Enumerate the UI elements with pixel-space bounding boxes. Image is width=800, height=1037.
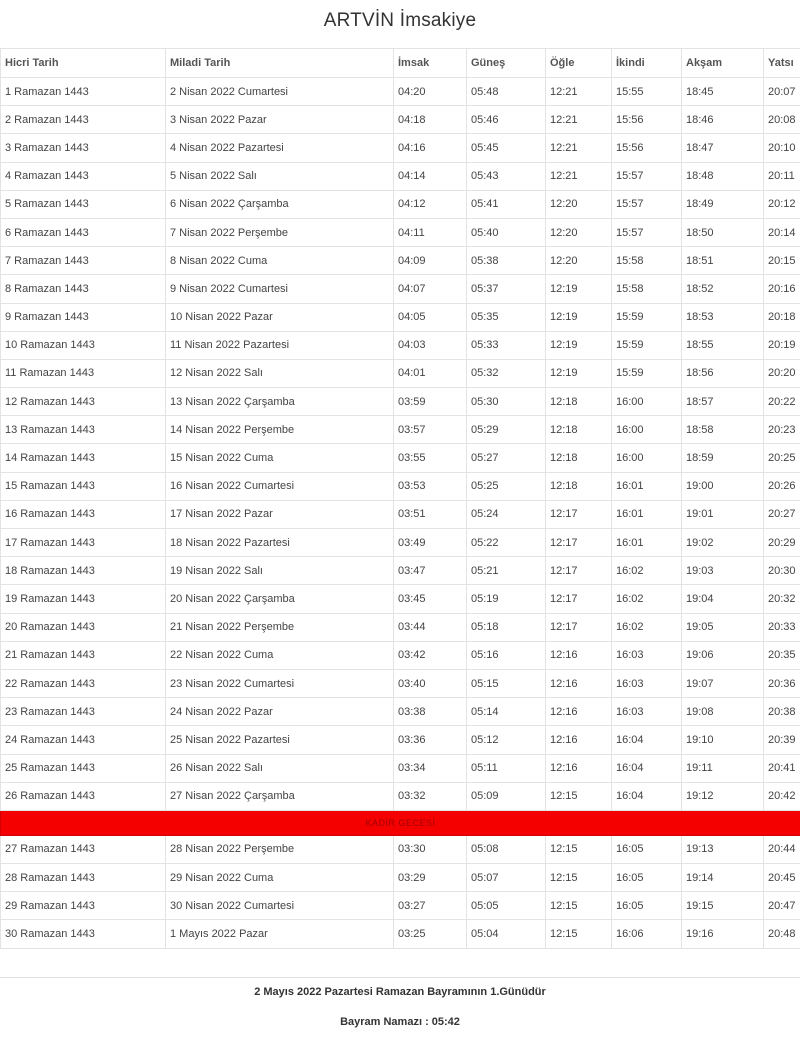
cell-imsak: 04:12 [394,190,467,218]
cell-ikindi: 16:02 [612,613,682,641]
cell-imsak: 03:27 [394,892,467,920]
cell-gunes: 05:05 [467,892,546,920]
cell-yatsi: 20:20 [764,359,800,387]
kadir-gecesi-row [1,810,800,835]
cell-ogle: 12:19 [546,303,612,331]
cell-aksam: 18:59 [682,444,764,472]
cell-ikindi: 15:59 [612,303,682,331]
cell-ikindi: 15:58 [612,247,682,275]
bayram-note: 2 Mayıs 2022 Pazartesi Ramazan Bayramının 1.Günüdür [254,986,546,998]
column-header-hicri-tarih: Hicri Tarih [1,49,166,78]
cell-imsak: 03:51 [394,500,467,528]
table-row [1,529,800,557]
cell-aksam: 19:15 [682,892,764,920]
cell-aksam: 19:16 [682,920,764,948]
cell-ikindi: 15:59 [612,359,682,387]
cell-aksam: 19:01 [682,500,764,528]
cell-gunes: 05:24 [467,500,546,528]
cell-imsak: 04:18 [394,106,467,134]
cell-hicri-tarih: 4 Ramazan 1443 [1,162,166,190]
cell-gunes: 05:37 [467,275,546,303]
cell-ikindi: 16:05 [612,892,682,920]
cell-aksam: 19:11 [682,754,764,782]
cell-miladi-tarih: 8 Nisan 2022 Cuma [166,247,394,275]
cell-ikindi: 16:06 [612,920,682,948]
cell-ogle: 12:17 [546,557,612,585]
cell-yatsi: 20:15 [764,247,800,275]
cell-miladi-tarih: 23 Nisan 2022 Cumartesi [166,669,394,697]
cell-gunes: 05:22 [467,529,546,557]
cell-imsak: 03:29 [394,864,467,892]
cell-imsak: 03:32 [394,782,467,810]
cell-ogle: 12:20 [546,218,612,246]
cell-ogle: 12:18 [546,416,612,444]
cell-gunes: 05:21 [467,557,546,585]
cell-yatsi: 20:25 [764,444,800,472]
cell-yatsi: 20:47 [764,892,800,920]
cell-ikindi: 16:02 [612,585,682,613]
cell-ogle: 12:17 [546,585,612,613]
cell-aksam: 19:00 [682,472,764,500]
table-row [1,444,800,472]
cell-hicri-tarih: 10 Ramazan 1443 [1,331,166,359]
cell-aksam: 18:52 [682,275,764,303]
column-header-gunes: Güneş [467,49,546,78]
cell-hicri-tarih: 25 Ramazan 1443 [1,754,166,782]
table-body [1,78,800,949]
cell-hicri-tarih: 22 Ramazan 1443 [1,669,166,697]
cell-ikindi: 16:01 [612,500,682,528]
cell-gunes: 05:14 [467,698,546,726]
cell-ikindi: 16:00 [612,388,682,416]
cell-gunes: 05:18 [467,613,546,641]
cell-gunes: 05:40 [467,218,546,246]
cell-ikindi: 15:57 [612,190,682,218]
cell-imsak: 03:34 [394,754,467,782]
cell-ikindi: 16:01 [612,472,682,500]
table-row [1,500,800,528]
cell-ogle: 12:16 [546,726,612,754]
cell-yatsi: 20:32 [764,585,800,613]
table-row [1,669,800,697]
cell-ikindi: 16:04 [612,782,682,810]
cell-aksam: 18:51 [682,247,764,275]
cell-gunes: 05:29 [467,416,546,444]
cell-ogle: 12:18 [546,472,612,500]
cell-yatsi: 20:22 [764,388,800,416]
cell-ogle: 12:17 [546,500,612,528]
cell-hicri-tarih: 27 Ramazan 1443 [1,835,166,863]
cell-gunes: 05:19 [467,585,546,613]
cell-aksam: 18:46 [682,106,764,134]
cell-gunes: 05:38 [467,247,546,275]
cell-ikindi: 15:57 [612,162,682,190]
cell-miladi-tarih: 14 Nisan 2022 Perşembe [166,416,394,444]
cell-hicri-tarih: 28 Ramazan 1443 [1,864,166,892]
cell-miladi-tarih: 19 Nisan 2022 Salı [166,557,394,585]
cell-gunes: 05:41 [467,190,546,218]
table-spacer [0,950,800,978]
cell-yatsi: 20:19 [764,331,800,359]
cell-yatsi: 20:29 [764,529,800,557]
table-row [1,218,800,246]
cell-yatsi: 20:41 [764,754,800,782]
cell-hicri-tarih: 9 Ramazan 1443 [1,303,166,331]
cell-gunes: 05:15 [467,669,546,697]
table-row [1,698,800,726]
cell-imsak: 04:03 [394,331,467,359]
cell-ikindi: 16:00 [612,416,682,444]
cell-hicri-tarih: 2 Ramazan 1443 [1,106,166,134]
cell-gunes: 05:45 [467,134,546,162]
table-row [1,641,800,669]
cell-hicri-tarih: 11 Ramazan 1443 [1,359,166,387]
cell-imsak: 04:11 [394,218,467,246]
cell-ikindi: 16:03 [612,641,682,669]
table-row [1,134,800,162]
cell-miladi-tarih: 17 Nisan 2022 Pazar [166,500,394,528]
column-header-aksam: Akşam [682,49,764,78]
page-title: ARTVİN İmsakiye [323,10,477,31]
cell-ogle: 12:19 [546,331,612,359]
cell-gunes: 05:09 [467,782,546,810]
cell-aksam: 19:03 [682,557,764,585]
cell-ikindi: 15:56 [612,134,682,162]
cell-miladi-tarih: 21 Nisan 2022 Perşembe [166,613,394,641]
cell-aksam: 19:13 [682,835,764,863]
cell-ogle: 12:16 [546,641,612,669]
cell-ogle: 12:18 [546,388,612,416]
cell-ikindi: 16:05 [612,864,682,892]
cell-aksam: 19:14 [682,864,764,892]
cell-gunes: 05:46 [467,106,546,134]
column-header-ikindi: İkindi [612,49,682,78]
cell-imsak: 03:57 [394,416,467,444]
cell-ogle: 12:15 [546,782,612,810]
cell-ikindi: 16:04 [612,726,682,754]
cell-miladi-tarih: 11 Nisan 2022 Pazartesi [166,331,394,359]
cell-aksam: 19:07 [682,669,764,697]
cell-imsak: 03:30 [394,835,467,863]
cell-ogle: 12:17 [546,613,612,641]
imsakiye-table [0,48,800,949]
cell-gunes: 05:07 [467,864,546,892]
table-row [1,78,800,106]
cell-imsak: 03:40 [394,669,467,697]
cell-aksam: 18:47 [682,134,764,162]
cell-aksam: 18:56 [682,359,764,387]
cell-miladi-tarih: 22 Nisan 2022 Cuma [166,641,394,669]
cell-ogle: 12:15 [546,835,612,863]
cell-miladi-tarih: 13 Nisan 2022 Çarşamba [166,388,394,416]
cell-ogle: 12:15 [546,864,612,892]
cell-ogle: 12:16 [546,754,612,782]
cell-imsak: 03:38 [394,698,467,726]
table-row [1,106,800,134]
cell-miladi-tarih: 28 Nisan 2022 Perşembe [166,835,394,863]
cell-hicri-tarih: 21 Ramazan 1443 [1,641,166,669]
cell-hicri-tarih: 17 Ramazan 1443 [1,529,166,557]
cell-imsak: 03:42 [394,641,467,669]
cell-ikindi: 15:57 [612,218,682,246]
cell-ikindi: 15:56 [612,106,682,134]
cell-ogle: 12:16 [546,698,612,726]
table-row [1,585,800,613]
cell-yatsi: 20:33 [764,613,800,641]
table-row [1,864,800,892]
cell-hicri-tarih: 13 Ramazan 1443 [1,416,166,444]
cell-ogle: 12:21 [546,78,612,106]
cell-ikindi: 16:01 [612,529,682,557]
table-row [1,726,800,754]
cell-imsak: 03:44 [394,613,467,641]
cell-yatsi: 20:45 [764,864,800,892]
cell-aksam: 19:06 [682,641,764,669]
cell-aksam: 19:10 [682,726,764,754]
cell-gunes: 05:35 [467,303,546,331]
cell-imsak: 03:55 [394,444,467,472]
cell-yatsi: 20:44 [764,835,800,863]
cell-gunes: 05:25 [467,472,546,500]
cell-ogle: 12:20 [546,247,612,275]
table-row [1,275,800,303]
cell-aksam: 19:08 [682,698,764,726]
cell-imsak: 04:01 [394,359,467,387]
cell-hicri-tarih: 29 Ramazan 1443 [1,892,166,920]
cell-aksam: 18:45 [682,78,764,106]
cell-miladi-tarih: 25 Nisan 2022 Pazartesi [166,726,394,754]
table-row [1,472,800,500]
cell-ogle: 12:21 [546,134,612,162]
cell-imsak: 04:09 [394,247,467,275]
cell-hicri-tarih: 6 Ramazan 1443 [1,218,166,246]
cell-gunes: 05:27 [467,444,546,472]
cell-imsak: 03:47 [394,557,467,585]
cell-ogle: 12:18 [546,444,612,472]
cell-aksam: 18:55 [682,331,764,359]
cell-hicri-tarih: 1 Ramazan 1443 [1,78,166,106]
cell-hicri-tarih: 5 Ramazan 1443 [1,190,166,218]
cell-imsak: 03:36 [394,726,467,754]
table-row [1,557,800,585]
kadir-gecesi-label: KADİR GECESİ [1,810,800,835]
cell-yatsi: 20:11 [764,162,800,190]
cell-gunes: 05:04 [467,920,546,948]
cell-ogle: 12:21 [546,106,612,134]
cell-miladi-tarih: 16 Nisan 2022 Cumartesi [166,472,394,500]
cell-ikindi: 16:03 [612,698,682,726]
cell-yatsi: 20:23 [764,416,800,444]
cell-yatsi: 20:30 [764,557,800,585]
cell-miladi-tarih: 29 Nisan 2022 Cuma [166,864,394,892]
cell-imsak: 03:25 [394,920,467,948]
cell-ogle: 12:19 [546,275,612,303]
cell-yatsi: 20:14 [764,218,800,246]
cell-hicri-tarih: 20 Ramazan 1443 [1,613,166,641]
table-row [1,835,800,863]
table-row [1,190,800,218]
cell-aksam: 19:05 [682,613,764,641]
cell-yatsi: 20:35 [764,641,800,669]
cell-gunes: 05:08 [467,835,546,863]
cell-miladi-tarih: 27 Nisan 2022 Çarşamba [166,782,394,810]
cell-imsak: 04:20 [394,78,467,106]
cell-miladi-tarih: 20 Nisan 2022 Çarşamba [166,585,394,613]
table-row [1,388,800,416]
table-row [1,920,800,948]
cell-miladi-tarih: 2 Nisan 2022 Cumartesi [166,78,394,106]
cell-ikindi: 16:05 [612,835,682,863]
cell-gunes: 05:11 [467,754,546,782]
cell-yatsi: 20:12 [764,190,800,218]
table-row [1,162,800,190]
cell-yatsi: 20:38 [764,698,800,726]
cell-aksam: 18:58 [682,416,764,444]
table-row [1,892,800,920]
cell-hicri-tarih: 19 Ramazan 1443 [1,585,166,613]
cell-miladi-tarih: 6 Nisan 2022 Çarşamba [166,190,394,218]
column-header-miladi-tarih: Miladi Tarih [166,49,394,78]
cell-hicri-tarih: 7 Ramazan 1443 [1,247,166,275]
cell-ikindi: 15:59 [612,331,682,359]
cell-yatsi: 20:39 [764,726,800,754]
table-header-row [1,49,800,78]
cell-gunes: 05:43 [467,162,546,190]
cell-aksam: 18:57 [682,388,764,416]
cell-yatsi: 20:42 [764,782,800,810]
cell-yatsi: 20:07 [764,78,800,106]
cell-aksam: 18:53 [682,303,764,331]
cell-miladi-tarih: 26 Nisan 2022 Salı [166,754,394,782]
cell-imsak: 04:14 [394,162,467,190]
cell-ogle: 12:17 [546,529,612,557]
column-header-ogle: Öğle [546,49,612,78]
column-header-yatsi: Yatsı [764,49,800,78]
cell-miladi-tarih: 12 Nisan 2022 Salı [166,359,394,387]
cell-yatsi: 20:16 [764,275,800,303]
cell-imsak: 03:49 [394,529,467,557]
table-row [1,754,800,782]
cell-ikindi: 15:55 [612,78,682,106]
cell-yatsi: 20:10 [764,134,800,162]
column-header-imsak: İmsak [394,49,467,78]
cell-aksam: 18:49 [682,190,764,218]
cell-gunes: 05:32 [467,359,546,387]
cell-yatsi: 20:36 [764,669,800,697]
cell-hicri-tarih: 24 Ramazan 1443 [1,726,166,754]
cell-miladi-tarih: 9 Nisan 2022 Cumartesi [166,275,394,303]
cell-yatsi: 20:18 [764,303,800,331]
cell-imsak: 04:05 [394,303,467,331]
table-row [1,613,800,641]
cell-ikindi: 15:58 [612,275,682,303]
cell-imsak: 04:16 [394,134,467,162]
table-row [1,303,800,331]
cell-miladi-tarih: 7 Nisan 2022 Perşembe [166,218,394,246]
cell-gunes: 05:30 [467,388,546,416]
cell-miladi-tarih: 3 Nisan 2022 Pazar [166,106,394,134]
cell-yatsi: 20:26 [764,472,800,500]
cell-aksam: 18:50 [682,218,764,246]
cell-miladi-tarih: 10 Nisan 2022 Pazar [166,303,394,331]
cell-hicri-tarih: 3 Ramazan 1443 [1,134,166,162]
cell-ikindi: 16:03 [612,669,682,697]
cell-miladi-tarih: 5 Nisan 2022 Salı [166,162,394,190]
cell-hicri-tarih: 26 Ramazan 1443 [1,782,166,810]
cell-miladi-tarih: 4 Nisan 2022 Pazartesi [166,134,394,162]
cell-hicri-tarih: 8 Ramazan 1443 [1,275,166,303]
cell-hicri-tarih: 12 Ramazan 1443 [1,388,166,416]
cell-ogle: 12:20 [546,190,612,218]
cell-aksam: 19:04 [682,585,764,613]
bayram-namazi: Bayram Namazı : 05:42 [340,1016,460,1028]
cell-gunes: 05:16 [467,641,546,669]
cell-ikindi: 16:00 [612,444,682,472]
cell-yatsi: 20:48 [764,920,800,948]
cell-miladi-tarih: 15 Nisan 2022 Cuma [166,444,394,472]
cell-miladi-tarih: 30 Nisan 2022 Cumartesi [166,892,394,920]
cell-imsak: 04:07 [394,275,467,303]
cell-gunes: 05:48 [467,78,546,106]
cell-ogle: 12:15 [546,920,612,948]
cell-aksam: 19:12 [682,782,764,810]
cell-ikindi: 16:04 [612,754,682,782]
cell-hicri-tarih: 14 Ramazan 1443 [1,444,166,472]
table-row [1,416,800,444]
cell-ikindi: 16:02 [612,557,682,585]
cell-miladi-tarih: 1 Mayıs 2022 Pazar [166,920,394,948]
cell-aksam: 18:48 [682,162,764,190]
cell-gunes: 05:12 [467,726,546,754]
cell-ogle: 12:21 [546,162,612,190]
cell-ogle: 12:15 [546,892,612,920]
cell-hicri-tarih: 23 Ramazan 1443 [1,698,166,726]
cell-miladi-tarih: 24 Nisan 2022 Pazar [166,698,394,726]
cell-yatsi: 20:27 [764,500,800,528]
table-row [1,782,800,810]
cell-ogle: 12:19 [546,359,612,387]
table-row [1,247,800,275]
cell-aksam: 19:02 [682,529,764,557]
cell-hicri-tarih: 15 Ramazan 1443 [1,472,166,500]
cell-miladi-tarih: 18 Nisan 2022 Pazartesi [166,529,394,557]
cell-yatsi: 20:08 [764,106,800,134]
table-row [1,331,800,359]
cell-imsak: 03:45 [394,585,467,613]
cell-ogle: 12:16 [546,669,612,697]
cell-hicri-tarih: 30 Ramazan 1443 [1,920,166,948]
table-row [1,359,800,387]
cell-imsak: 03:53 [394,472,467,500]
cell-hicri-tarih: 16 Ramazan 1443 [1,500,166,528]
cell-hicri-tarih: 18 Ramazan 1443 [1,557,166,585]
cell-imsak: 03:59 [394,388,467,416]
cell-gunes: 05:33 [467,331,546,359]
